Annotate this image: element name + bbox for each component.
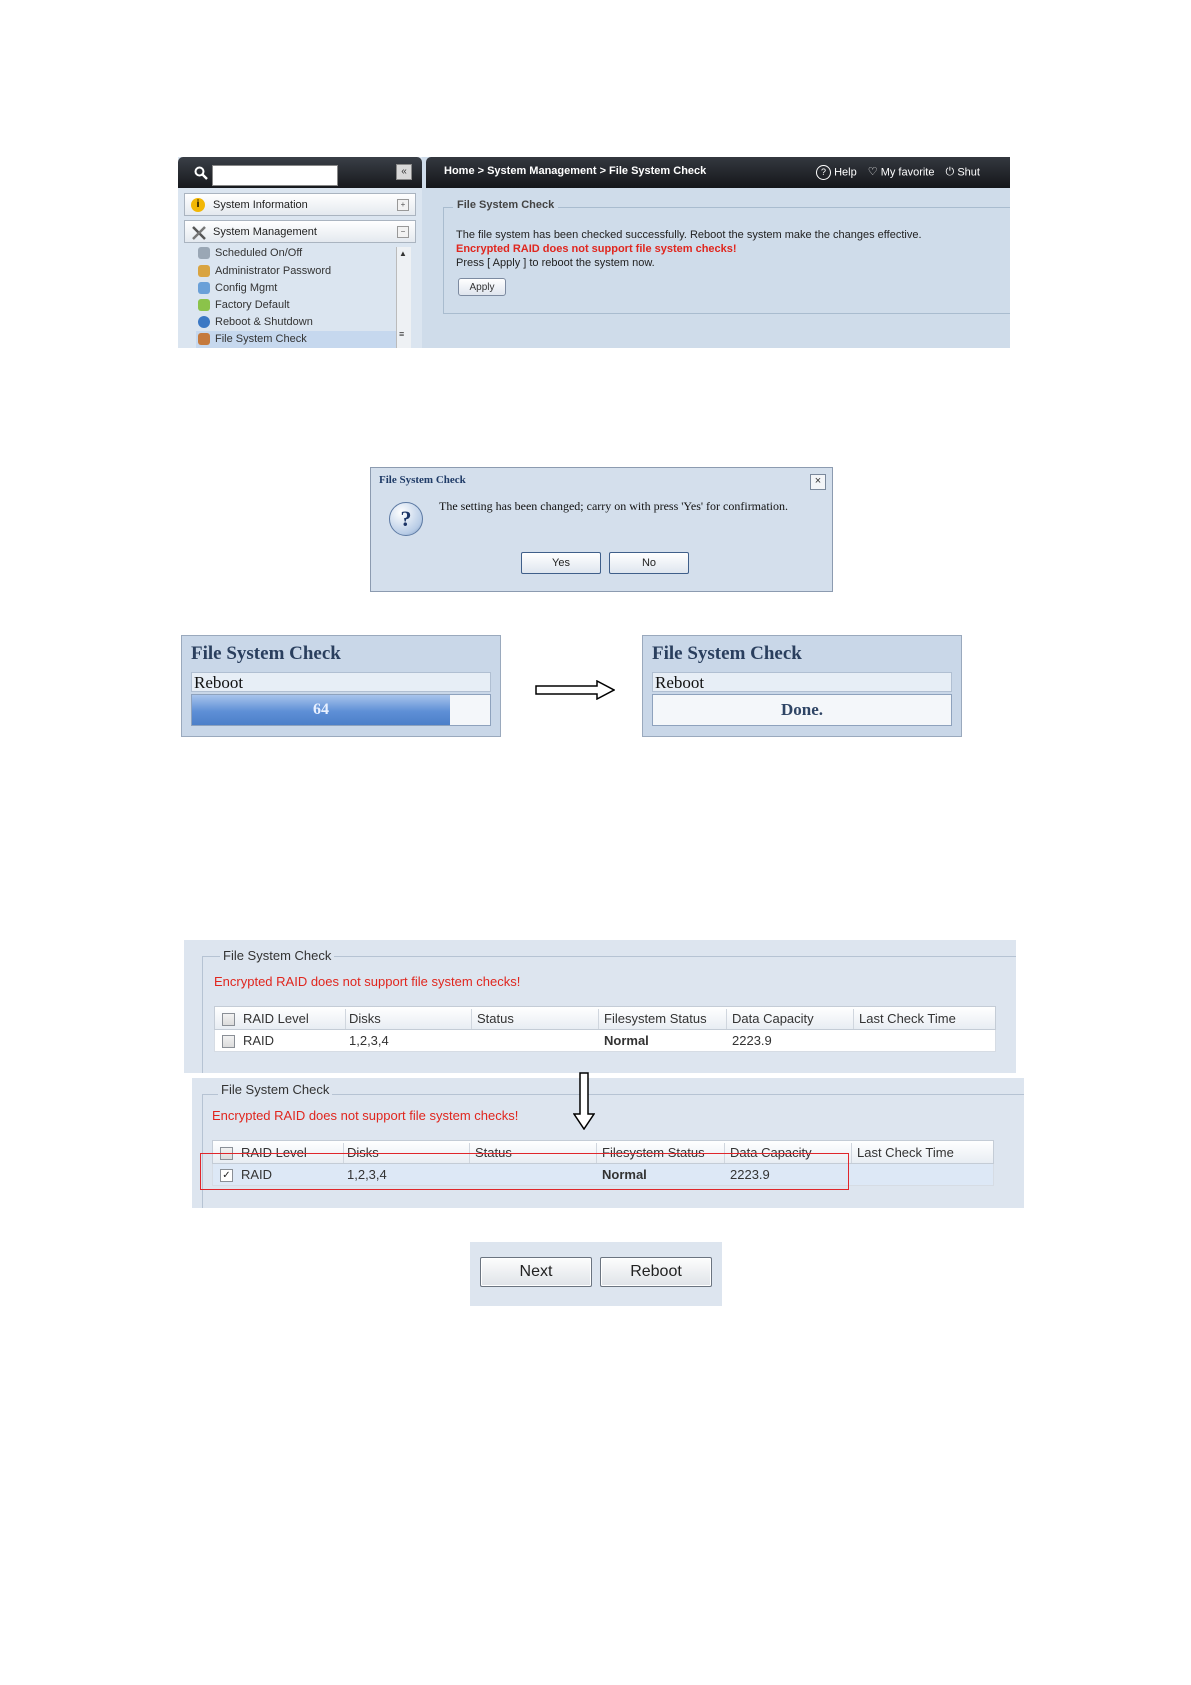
column-filesystem-status[interactable]: Filesystem Status	[604, 1011, 707, 1026]
breadcrumb[interactable]: Home > System Management > File System Check	[444, 165, 707, 177]
confirm-dialog	[370, 467, 833, 592]
action-buttons-panel	[470, 1242, 722, 1306]
no-button[interactable]: No	[609, 552, 689, 574]
collapse-icon[interactable]: −	[397, 226, 409, 238]
sidebar-item-scheduled-on-off[interactable]	[196, 245, 396, 262]
column-disks[interactable]: Disks	[347, 1145, 379, 1160]
progress-bar	[191, 694, 491, 726]
cell-filesystem-status: Normal	[604, 1033, 649, 1048]
sidebar-item-file-system-check[interactable]	[196, 331, 396, 348]
tools-icon	[191, 225, 207, 241]
sidebar-item-reboot-shutdown[interactable]	[196, 314, 396, 331]
heart-icon[interactable]: ♡	[867, 166, 878, 179]
sidebar-section-system-information[interactable]	[184, 193, 416, 216]
select-all-checkbox[interactable]	[222, 1013, 235, 1026]
expand-icon[interactable]: +	[397, 199, 409, 211]
help-link[interactable]: Help	[834, 166, 857, 179]
warning-message: Encrypted RAID does not support file system checks!	[214, 974, 521, 989]
sidebar-item-label: Reboot & Shutdown	[215, 316, 313, 328]
cell-data-capacity: 2223.9	[730, 1167, 770, 1182]
sidebar-item-config-mgmt[interactable]	[196, 280, 396, 297]
row-checkbox-checked[interactable]: ✓	[220, 1169, 233, 1182]
shutdown-link[interactable]: Shut	[957, 166, 980, 179]
sidebar-item-label: File System Check	[215, 333, 307, 345]
scroll-grip-icon[interactable]: ≡	[399, 329, 405, 339]
progress-value: 64	[313, 701, 329, 718]
collapse-sidebar-button[interactable]: «	[396, 164, 412, 180]
sidebar-section-label: System Information	[213, 199, 308, 211]
sidebar-search-bar	[178, 157, 422, 188]
top-links	[816, 165, 980, 180]
sidebar	[178, 157, 422, 348]
panel-title: File System Check	[652, 643, 802, 664]
search-icon[interactable]	[194, 166, 208, 180]
file-check-icon	[198, 333, 210, 345]
sidebar-section-label: System Management	[213, 226, 317, 238]
progress-bar-complete	[652, 694, 952, 726]
factory-default-icon	[198, 299, 210, 311]
cell-disks: 1,2,3,4	[347, 1167, 387, 1182]
top-bar	[426, 157, 1010, 188]
section-title: File System Check	[453, 199, 558, 211]
dialog-message: The setting has been changed; carry on with press 'Yes' for confirmation.	[439, 499, 789, 513]
sidebar-item-factory-default[interactable]	[196, 297, 396, 314]
column-data-capacity[interactable]: Data Capacity	[732, 1011, 814, 1026]
next-button[interactable]: Next	[480, 1257, 592, 1287]
column-raid-level[interactable]: RAID Level	[243, 1011, 309, 1026]
reboot-label: Reboot	[652, 672, 952, 692]
cell-raid-level: RAID	[241, 1167, 273, 1182]
column-filesystem-status[interactable]: Filesystem Status	[602, 1145, 705, 1160]
fsc-table-panel	[184, 940, 1016, 1073]
question-icon: ?	[389, 502, 423, 536]
row-checkbox[interactable]	[222, 1035, 235, 1048]
close-icon[interactable]: ×	[810, 474, 826, 490]
power-icon	[198, 316, 210, 328]
sidebar-item-label: Scheduled On/Off	[215, 247, 303, 259]
reboot-label: Reboot	[191, 672, 491, 692]
cell-disks: 1,2,3,4	[349, 1033, 389, 1048]
calendar-icon	[198, 247, 210, 259]
arrow-right-icon	[535, 680, 615, 700]
info-icon: i	[191, 198, 205, 212]
section-title: File System Check	[220, 948, 334, 963]
column-last-check-time[interactable]: Last Check Time	[859, 1011, 956, 1026]
column-status[interactable]: Status	[477, 1011, 514, 1026]
column-disks[interactable]: Disks	[349, 1011, 381, 1026]
panel-title: File System Check	[191, 643, 341, 664]
press-apply-message: Press [ Apply ] to reboot the system now.	[456, 257, 655, 269]
warning-message: Encrypted RAID does not support file system checks!	[456, 243, 737, 255]
reboot-done-panel	[642, 635, 962, 737]
column-last-check-time[interactable]: Last Check Time	[857, 1145, 954, 1160]
favorite-link[interactable]: My favorite	[880, 166, 935, 179]
table-row[interactable]	[214, 1030, 996, 1052]
column-raid-level[interactable]: RAID Level	[241, 1145, 307, 1160]
sidebar-item-label: Factory Default	[215, 299, 290, 311]
sidebar-item-label: Administrator Password	[215, 265, 332, 277]
success-message: The file system has been checked successfully. Reboot the system make the changes effective.	[456, 229, 922, 241]
sidebar-item-label: Config Mgmt	[215, 282, 278, 294]
done-status: Done.	[780, 700, 824, 719]
arrow-down-icon	[573, 1072, 595, 1130]
power-icon[interactable]: ⏻	[945, 166, 955, 179]
reboot-progress-panel	[181, 635, 501, 737]
column-data-capacity[interactable]: Data Capacity	[730, 1145, 812, 1160]
cell-raid-level: RAID	[243, 1033, 275, 1048]
warning-message: Encrypted RAID does not support file system checks!	[212, 1108, 519, 1123]
table-header	[214, 1006, 996, 1030]
reboot-button[interactable]: Reboot	[600, 1257, 712, 1287]
cell-data-capacity: 2223.9	[732, 1033, 772, 1048]
sidebar-scrollbar[interactable]	[396, 247, 411, 348]
column-status[interactable]: Status	[475, 1145, 512, 1160]
yes-button[interactable]: Yes	[521, 552, 601, 574]
config-icon	[198, 282, 210, 294]
selected-row-highlight	[200, 1153, 849, 1190]
dialog-title: File System Check	[379, 474, 466, 486]
sidebar-item-administrator-password[interactable]	[196, 263, 396, 280]
sidebar-section-system-management[interactable]	[184, 220, 416, 243]
fsc-page-screenshot	[178, 157, 1010, 348]
scroll-up-icon[interactable]: ▲	[399, 249, 407, 258]
section-title: File System Check	[218, 1082, 332, 1097]
user-key-icon	[198, 265, 210, 277]
cell-filesystem-status: Normal	[602, 1167, 647, 1182]
help-icon[interactable]: ?	[816, 165, 831, 180]
apply-button[interactable]: Apply	[458, 278, 506, 296]
search-input[interactable]	[212, 165, 338, 186]
